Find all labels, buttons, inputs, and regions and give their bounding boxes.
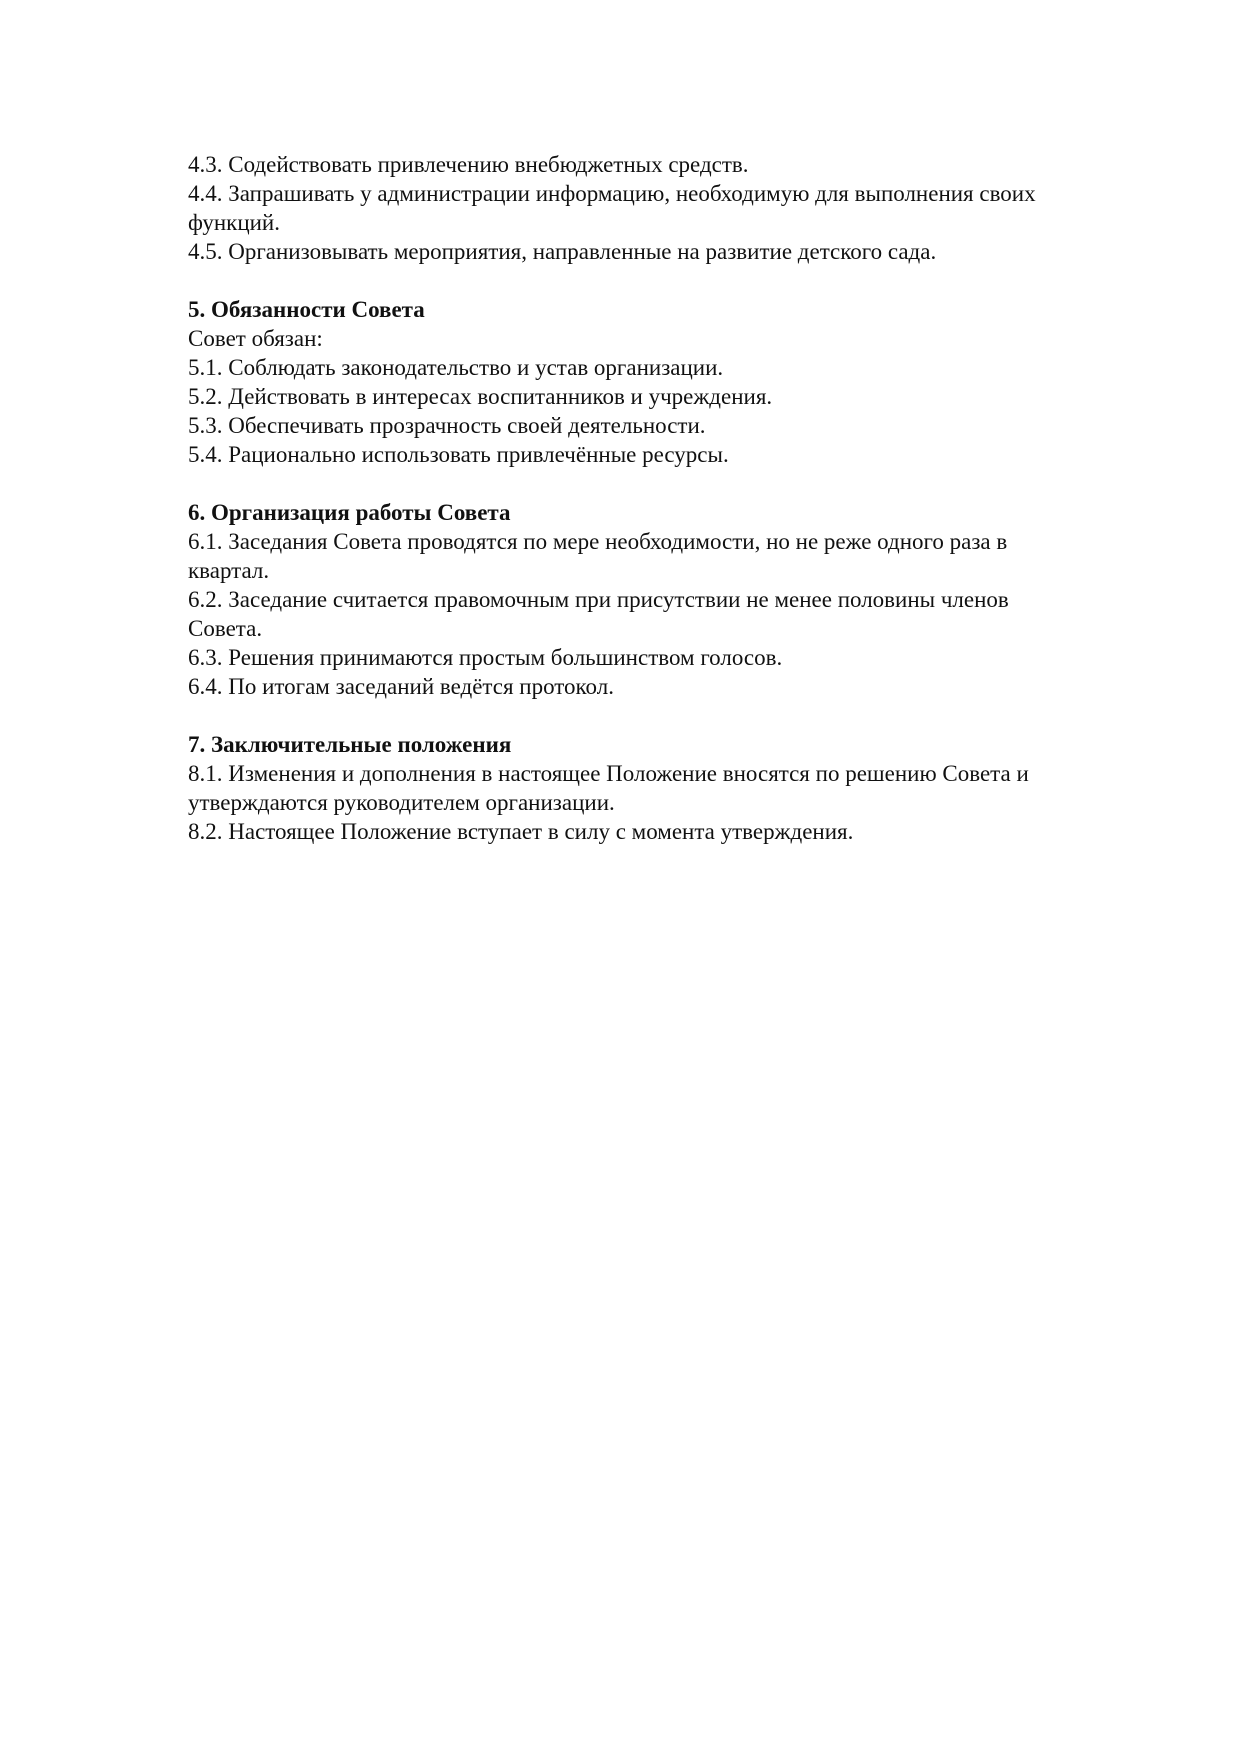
paragraph-8-1: 8.1. Изменения и дополнения в настоящее Положение вносятся по решению Совета и утверждаются руководителем организации. [188, 761, 1029, 815]
paragraph-6-3: 6.3. Решения принимаются простым большинством голосов. [188, 645, 783, 670]
paragraph-6-2: 6.2. Заседание считается правомочным при присутствии не менее половины членов Совета. [188, 587, 1009, 641]
paragraph-intro: Совет обязан: [188, 326, 323, 351]
paragraph-8-2: 8.2. Настоящее Положение вступает в силу с момента утверждения. [188, 819, 854, 844]
section-heading: 5. Обязанности Совета [188, 297, 425, 322]
section-heading: 7. Заключительные положения [188, 732, 512, 757]
paragraph-4-3: 4.3. Содействовать привлечению внебюджетных средств. [188, 152, 749, 177]
section-final-provisions [188, 730, 1088, 846]
paragraph-5-3: 5.3. Обеспечивать прозрачность своей деятельности. [188, 413, 706, 438]
document-page [188, 150, 1088, 846]
paragraph-6-4: 6.4. По итогам заседаний ведётся протокол. [188, 674, 614, 699]
section-heading: 6. Организация работы Совета [188, 500, 511, 525]
continuation-block [188, 150, 1088, 266]
paragraph-4-4: 4.4. Запрашивать у администрации информацию, необходимую для выполнения своих функций. [188, 181, 1036, 235]
section-duties [188, 295, 1088, 469]
paragraph-4-5: 4.5. Организовывать мероприятия, направленные на развитие детского сада. [188, 239, 937, 264]
paragraph-5-4: 5.4. Рационально использовать привлечённые ресурсы. [188, 442, 729, 467]
section-organization [188, 498, 1088, 701]
paragraph-5-1: 5.1. Соблюдать законодательство и устав организации. [188, 355, 724, 380]
paragraph-5-2: 5.2. Действовать в интересах воспитанников и учреждения. [188, 384, 773, 409]
paragraph-6-1: 6.1. Заседания Совета проводятся по мере необходимости, но не реже одного раза в квартал. [188, 529, 1008, 583]
